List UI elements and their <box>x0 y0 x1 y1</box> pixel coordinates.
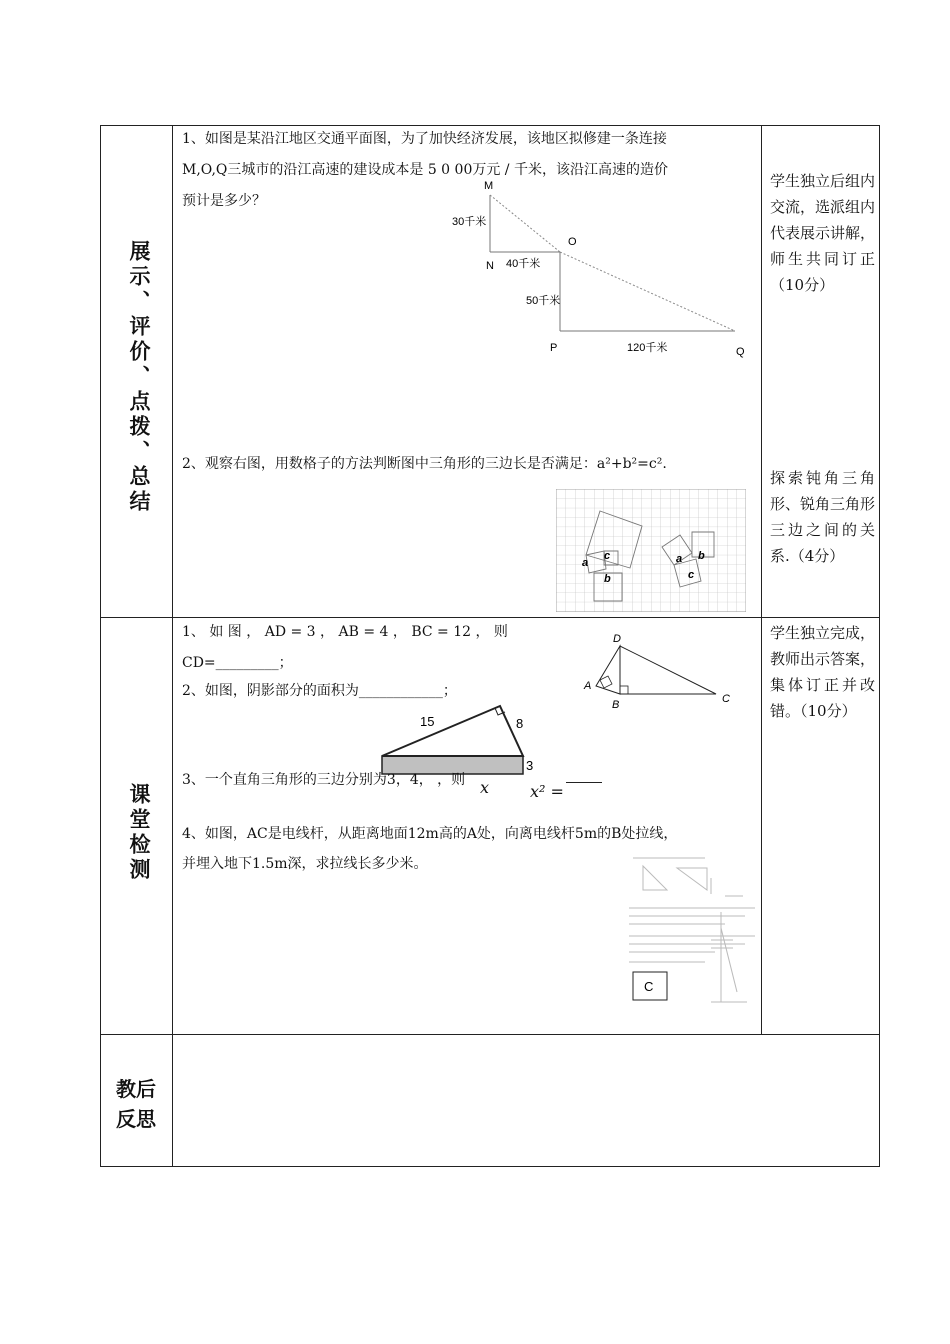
label-15: 15 <box>420 714 435 729</box>
display-note-2: 探索钝角三角形、锐角三角形三边之间的关系.（4分） <box>770 469 876 565</box>
display-note-1: 学生独立后组内交流，选派组内代表展示讲解，师生共同订正（10分） <box>770 172 876 294</box>
worksheet-thumbnail-figure <box>625 852 760 1007</box>
test-q3: 3、一个直角三角形的三边分别为3，4， ，则 <box>182 772 466 788</box>
column-divider-left <box>172 125 173 1167</box>
grid-label-b1: b <box>604 573 611 585</box>
grid-label-a2: a <box>676 553 683 565</box>
column-divider-right <box>761 125 762 1034</box>
label-M: M <box>484 180 494 192</box>
display-q1-line3: 预计是多少？ <box>182 193 266 209</box>
reflection-content[interactable] <box>174 1036 878 1164</box>
row-divider-2 <box>100 1034 880 1035</box>
test-q1-line2: CD=_________； <box>182 655 293 671</box>
label-np: 50千米 <box>526 295 561 307</box>
test-q4-line2: 并埋入地下1.5m深，求拉线长多少米。 <box>182 856 428 872</box>
traffic-map-figure <box>440 175 760 365</box>
thumb-label-C: C <box>644 979 654 994</box>
grid-triangles-figure <box>556 489 746 612</box>
section-title-reflection: 教后反思 <box>116 1077 156 1131</box>
label-B: B <box>612 699 620 710</box>
test-q2: 2、如图，阴影部分的面积为____________； <box>182 683 457 699</box>
test-q3-expr: x² = <box>530 782 564 801</box>
section-title-test: 课堂检测 <box>127 783 151 883</box>
right-triangle-abcd-figure <box>578 628 738 710</box>
label-n-mid: 40千米 <box>506 258 541 270</box>
label-8: 8 <box>516 716 524 731</box>
label-A: A <box>584 680 592 692</box>
display-q2-text: 2、观察右图，用数格子的方法判断图中三角形的三边长是否满足：a²+b²=c². <box>182 456 667 472</box>
label-3: 3 <box>526 758 534 773</box>
label-Q: Q <box>736 346 745 358</box>
label-pq: 120千米 <box>627 342 668 354</box>
test-q1-line1: 1、 如 图 ， AD = 3 ， AB = 4 ， BC = 12 ， 则 <box>182 624 508 640</box>
grid-label-c2: c <box>688 569 695 581</box>
test-note: 学生独立完成，教师出示答案，集体订正并改错。（10分） <box>770 624 876 720</box>
grid-label-b2: b <box>698 550 705 562</box>
grid-label-a1: a <box>582 557 589 569</box>
label-D: D <box>613 633 621 645</box>
test-q3-x: x <box>480 778 490 797</box>
label-O: O <box>568 236 577 248</box>
label-C: C <box>722 693 730 705</box>
display-q1-line2: M,O,Q三城市的沿江高速的建设成本是 5 0 00万元 / 千米，该沿江高速的造价 <box>182 162 668 178</box>
section-title-display: 展示、评价、点拨、总结 <box>127 239 151 515</box>
label-mn: 30千米 <box>452 216 487 228</box>
test-q4-line1: 4、如图，AC是电线杆，从距离地面12m高的A处，向离电线杆5m的B处拉线， <box>182 826 678 842</box>
display-q1-line1: 1、如图是某沿江地区交通平面图，为了加快经济发展，该地区拟修建一条连接 <box>182 131 667 147</box>
test-q3-blank <box>566 782 602 783</box>
grid-label-c1: c <box>604 550 611 562</box>
label-P: P <box>550 342 558 354</box>
label-N: N <box>486 260 494 272</box>
